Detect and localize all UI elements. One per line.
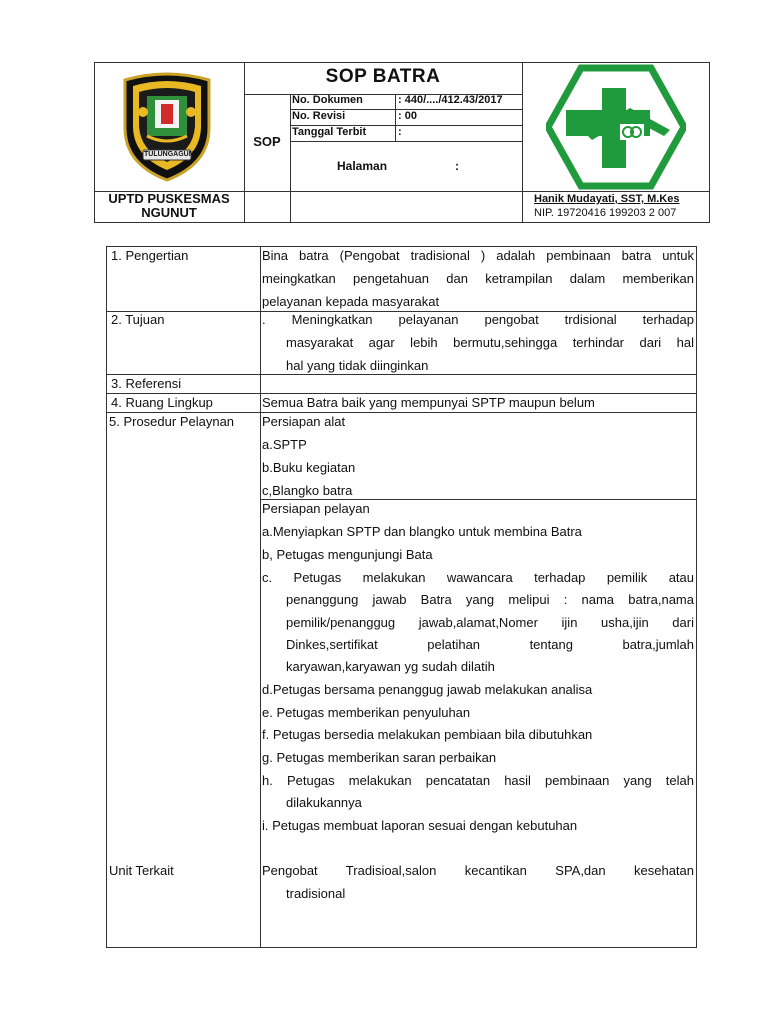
tujuan-line: . Meningkatkan pelayanan pengobat trdisional terhadap (262, 312, 694, 327)
label-tujuan: 2. Tujuan (111, 312, 165, 327)
halaman-value: : (455, 159, 459, 173)
sop-label: SOP (253, 134, 281, 149)
field-label-no-revisi: No. Revisi (292, 110, 346, 122)
field-label-tanggal-terbit: Tanggal Terbit (292, 126, 367, 138)
ruang-lingkup-text: Semua Batra baik yang mempunyai SPTP maupun belum (262, 395, 595, 410)
org-name (95, 192, 243, 220)
pelayan-line: Dinkes,sertifikat pelatihan tentang batra,jumlah (286, 637, 694, 652)
unit-terkait-line: Pengobat Tradisioal,salon kecantikan SPA,dan kesehatan (262, 863, 694, 878)
regency-crest-logo (117, 66, 217, 186)
unit-terkait-line: tradisional (286, 886, 346, 901)
pelayan-line: karyawan,karyawan yg sudah dilatih (286, 659, 495, 674)
label-unit-terkait: Unit Terkait (109, 863, 174, 878)
alat-line: c,Blangko batra (262, 483, 353, 498)
signatory-name: Hanik Mudayati, SST, M.Kes (534, 193, 680, 205)
pelayan-line: pemilik/penanggug jawab,alamat,Nomer ijin usha,ijin dari (286, 615, 694, 630)
label-referensi: 3. Referensi (111, 376, 182, 391)
puskesmas-logo (546, 64, 686, 190)
document-title: SOP BATRA (325, 66, 441, 87)
alat-line: b.Buku kegiatan (262, 460, 356, 475)
pengertian-line: Bina batra (Pengobat tradisional ) adalah pembinaan batra untuk (262, 248, 694, 263)
pelayan-line: f. Petugas bersedia melakukan pembiaan bila dibutuhkan (262, 727, 593, 742)
pelayan-line: dilakukannya (286, 795, 362, 810)
pengertian-line: meingkatkan pengetahuan dan ketrampilan dalam memberikan (262, 271, 694, 286)
halaman-label: Halaman (337, 159, 388, 173)
field-value-no-revisi: : 00 (398, 110, 417, 122)
crest-ribbon-text: TULUNGAGUNG (144, 151, 200, 158)
pelayan-line: Persiapan pelayan (262, 501, 370, 516)
alat-line: Persiapan alat (262, 414, 346, 429)
field-label-no-dokumen: No. Dokumen (292, 94, 363, 106)
pelayan-line: e. Petugas memberikan penyuluhan (262, 705, 471, 720)
tujuan-line: hal yang tidak diinginkan (286, 358, 429, 373)
pelayan-line: i. Petugas membuat laporan sesuai dengan kebutuhan (262, 818, 578, 833)
alat-line: a.SPTP (262, 437, 307, 452)
divider (395, 94, 396, 141)
pelayan-line: h. Petugas melakukan pencatatan hasil pembinaan yang telah (262, 773, 694, 788)
signatory-nip: NIP. 19720416 199203 2 007 (534, 207, 677, 219)
divider (290, 141, 522, 142)
label-prosedur: 5. Prosedur Pelaynan (109, 414, 235, 429)
pelayan-line: b, Petugas mengunjungi Bata (262, 547, 433, 562)
pelayan-line: d.Petugas bersama penanggug jawab melakukan analisa (262, 682, 593, 697)
field-value-no-dokumen: : 440/..../412.43/2017 (398, 94, 503, 106)
label-ruang-lingkup: 4. Ruang Lingkup (111, 395, 213, 410)
org-name-line1: UPTD PUSKESMAS (108, 191, 230, 206)
pelayan-line: c. Petugas melakukan wawancara terhadap pemilik atau (262, 570, 694, 585)
pelayan-line: g. Petugas memberikan saran perbaikan (262, 750, 497, 765)
pelayan-line: penanggung jawab Batra yang melipui : nama batra,nama (286, 592, 694, 607)
divider (260, 247, 261, 947)
divider (290, 94, 291, 222)
tujuan-line: masyarakat agar lebih bermutu,sehingga terhindar dari hal (286, 335, 694, 350)
label-pengertian: 1. Pengertian (111, 248, 189, 263)
pengertian-line: pelayanan kepada masyarakat (262, 294, 440, 309)
org-name-line2: NGUNUT (141, 205, 197, 220)
field-value-tanggal-terbit: : (398, 126, 402, 138)
divider (522, 63, 523, 222)
pelayan-line: a.Menyiapkan SPTP dan blangko untuk membina Batra (262, 524, 582, 539)
